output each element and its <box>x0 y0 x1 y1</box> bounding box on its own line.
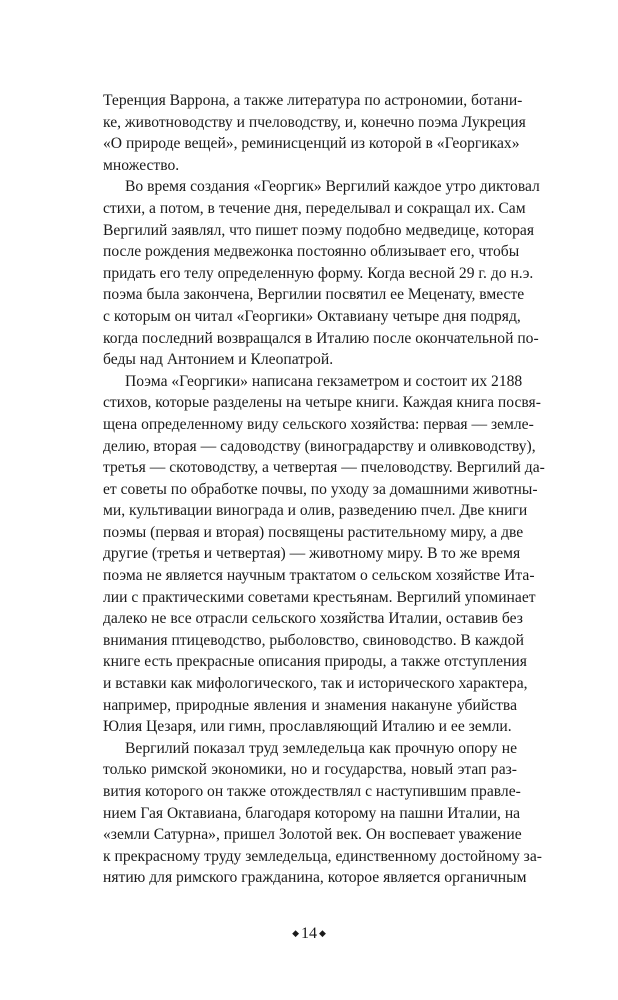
text-line: «О природе вещей», реминисценций из которой в «Георгиках» <box>103 135 520 153</box>
text-line: Вергилий заявлял, что пишет поэму подобно медведице, которая <box>103 221 535 239</box>
text-line: Вергилий показал труд земледельца как прочную опору не <box>125 739 517 757</box>
paragraph <box>103 176 540 370</box>
text-line: внимания птицеводство, рыболовство, свиноводство. В каждой <box>103 631 524 649</box>
ornament-right-icon: ◆ <box>319 928 326 938</box>
text-line: Поэма «Георгики» написана гекзаметром и состоит их 2188 <box>125 372 523 390</box>
page-footer <box>0 923 618 944</box>
page-number: 14 <box>301 925 317 942</box>
text-line: «земли Сатурна», пришел Золотой век. Он воспевает уважение <box>103 826 522 844</box>
text-line: ке, животноводству и пчеловодству, и, конечно поэма Лукреция <box>103 113 526 131</box>
text-line: делию, вторая — садоводству (виноградарству и оливководству), <box>103 437 536 455</box>
text-line: например, природные явления и знамения накануне убийства <box>103 696 517 714</box>
text-line: книге есть прекрасные описания природы, а также отступления <box>103 653 527 671</box>
text-line: стихов, которые разделены на четыре книги. Каждая книга посвя- <box>103 394 541 412</box>
text-line: только римской экономики, но и государства, новый этап раз- <box>103 761 517 779</box>
paragraph <box>103 738 542 889</box>
text-line: Во время создания «Георгик» Вергилий каждое утро диктовал <box>125 178 540 196</box>
text-line: к прекрасному труду земледельца, единственному достойному за- <box>103 847 542 865</box>
text-line: щена определенному виду сельского хозяйства: первая — земле- <box>103 415 534 433</box>
text-line: множество. <box>103 156 180 174</box>
text-line: после рождения медвежонка постоянно облизывает его, чтобы <box>103 243 520 261</box>
paragraph <box>103 371 545 738</box>
text-line: когда последний возвращался в Италию после окончательной по- <box>103 329 539 347</box>
text-line: Юлия Цезаря, или гимн, прославляющий Италию и ее земли. <box>103 718 512 736</box>
text-line: стихи, а потом, в течение дня, переделывал и сокращал их. Сам <box>103 199 526 217</box>
text-line: ет советы по обработке почвы, по уходу за домашними животны- <box>103 480 538 498</box>
text-line: другие (третья и четвертая) — животному миру. В то же время <box>103 545 521 563</box>
text-line: третья — скотоводству, а четвертая — пчеловодству. Вергилий да- <box>103 459 545 477</box>
text-line: беды над Антонием и Клеопатрой. <box>103 351 334 369</box>
page-body <box>103 90 545 889</box>
text-line: с которым он читал «Георгики» Октавиану четыре дня подряд, <box>103 307 521 325</box>
ornament-left-icon: ◆ <box>292 928 299 938</box>
text-line: нием Гая Октавиана, благодаря которому на пашни Италии, на <box>103 804 521 822</box>
text-line: ми, культивации винограда и олив, разведению пчел. Две книги <box>103 502 528 520</box>
text-line: лии с практическими советами крестьянам. Вергилий упоминает <box>103 588 536 606</box>
text-line: нятию для римского гражданина, которое является органичным <box>103 869 527 887</box>
text-line: поэмы (первая и вторая) посвящены растительному миру, а две <box>103 523 524 541</box>
text-line: придать его телу определенную форму. Когда весной 29 г. до н.э. <box>103 264 534 282</box>
paragraph <box>103 90 526 176</box>
text-line: вития которого он также отождествлял с наступившим правле- <box>103 783 521 800</box>
text-line: Теренция Варрона, а также литература по астрономии, ботани- <box>103 92 523 109</box>
text-line: поэма была закончена, Вергилии посвятил ее Меценату, вместе <box>103 286 525 304</box>
text-line: далеко не все отрасли сельского хозяйства Италии, оставив без <box>103 610 523 628</box>
text-line: поэма не является научным трактатом о сельском хозяйстве Ита- <box>103 567 535 585</box>
text-line: и вставки как мифологического, так и исторического характера, <box>103 675 528 693</box>
